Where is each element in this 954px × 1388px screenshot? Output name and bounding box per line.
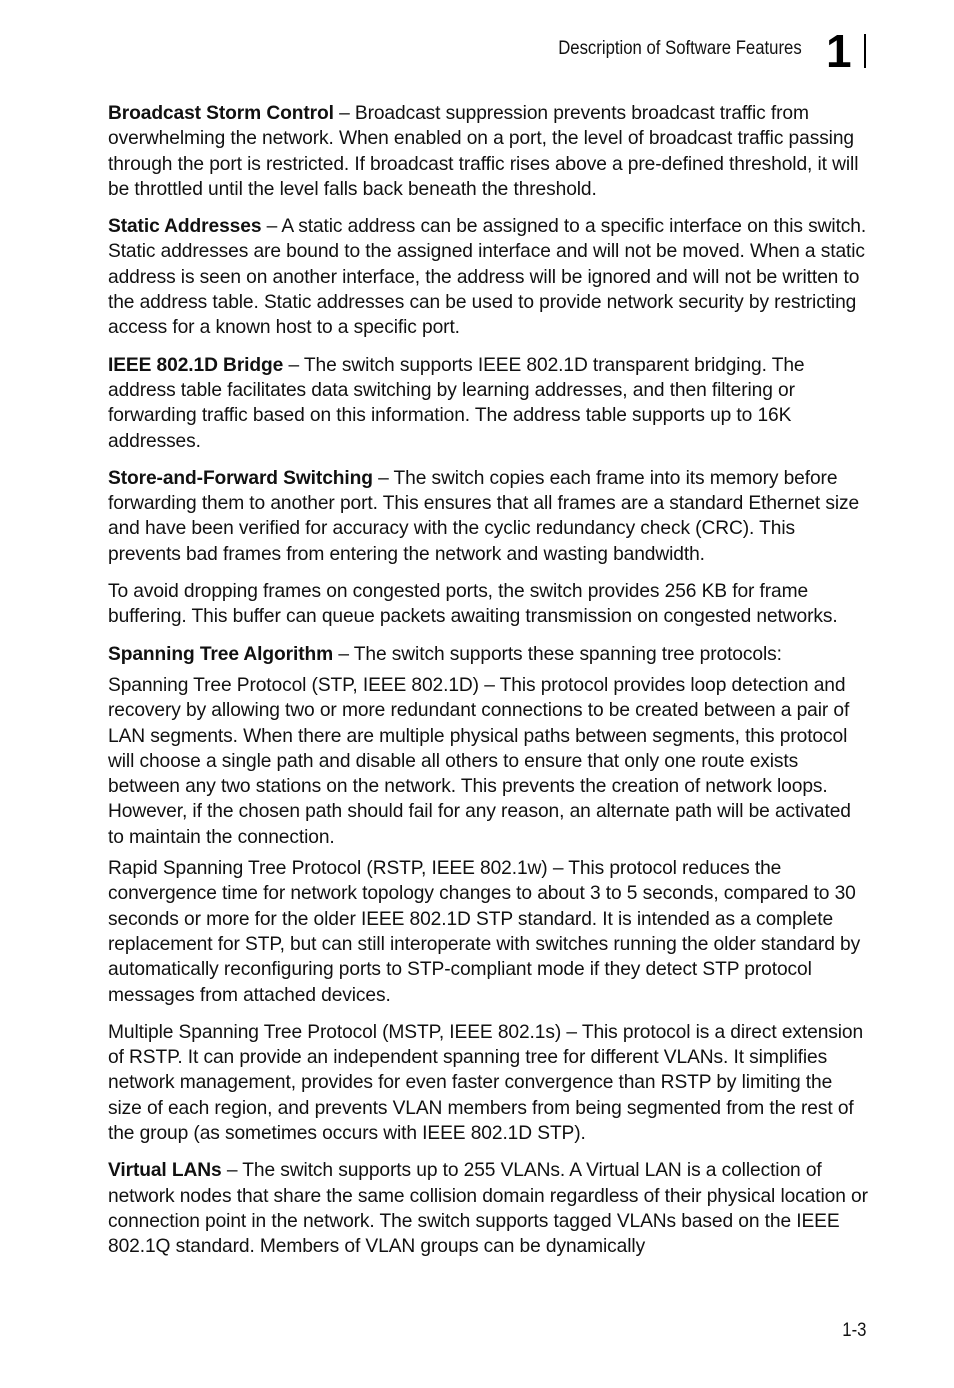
paragraph-text: Rapid Spanning Tree Protocol (RSTP, IEEE 802.1w) – This protocol reduces the convergence time for network topology changes to about 3 to 5 seconds, compared to 30 seconds or more for the older IEEE 802.1D STP standard. It is intended as a complete replacement for STP, but can still interoperate with switches running the older standard by automatically reconfiguring ports to STP-compliant mode if they detect STP protocol messages from attached devices. [108,858,861,1006]
paragraph-text: – A static address can be assigned to a specific interface on this switch. Static addresses are bound to the assigned interface and will not be moved. When a static address is seen on another interface, the address will be ignored and will not be written to the address table. Static addresses can be used to provide network security by restricting access for a known host to a specific port. [108,216,867,339]
section-title: Description of Software Features [558,38,802,59]
paragraph-text: – The switch copies each frame into its memory before forwarding them to another port. This ensures that all frames are a standard Ethernet size and have been verified for accuracy with the cyclic redundancy check (CRC). This prevents bad frames from entering the network and wasting bandwidth. [108,467,860,565]
paragraph-text: – Broadcast suppression prevents broadcast traffic from overwhelming the network. When enabled on a port, the level of broadcast traffic passing through the port is restricted. If broadcast traffic rises above a pre-defined threshold, it will be throttled until the level falls back beneath the threshold. [108,103,859,200]
paragraph-spanning-tree [108,642,868,667]
paragraph-static-addresses [108,214,868,340]
paragraph-text: – The switch supports up to 255 VLANs. A Virtual LAN is a collection of network nodes that share the same collision domain regardless of their physical location or connection point in the network. The switch supports tagged VLANs based on the IEEE 802.1Q standard. Members of VLAN groups can be dynamically [108,1160,868,1258]
paragraph-term: Broadcast Storm Control [108,103,334,124]
chapter-number: 1 [826,25,852,77]
paragraph-text: Multiple Spanning Tree Protocol (MSTP, IEEE 802.1s) – This protocol is a direct extension of RSTP. It can provide an independent spanning tree for different VLANs. It simplifies network management, provides for even faster convergence than RSTP by limiting the size of each region, and prevents VLAN members from being segmented from the rest of the group (as sometimes occurs with IEEE 802.1D STP). [108,1021,864,1144]
paragraph-stp [108,673,868,850]
paragraph-term: Spanning Tree Algorithm [108,643,334,665]
paragraph-text: – The switch supports IEEE 802.1D transparent bridging. The address table facilitates data switching by learning addresses, and then filtering or forwarding traffic based on this information. The address table supports up to 16K addresses. [108,354,805,452]
paragraph-term: Store-and-Forward Switching [108,467,373,489]
paragraph-term: Static Addresses [108,216,262,238]
paragraph-term: Virtual LANs [108,1160,222,1182]
paragraph-frame-buffering [108,579,868,630]
chapter-divider [864,34,866,68]
paragraph-rstp [108,856,868,1008]
paragraph-text: – The switch supports these spanning tree protocols: [333,643,782,665]
paragraph-term: IEEE 802.1D Bridge [108,354,284,376]
page-number: 1-3 [841,1320,866,1341]
page-body [108,101,868,1259]
paragraph-mstp [108,1020,868,1146]
paragraph-store-and-forward [108,466,868,567]
paragraph-text: Spanning Tree Protocol (STP, IEEE 802.1D) – This protocol provides loop detection and recovery by allowing two or more redundant connections to be created between a pair of LAN segments. When there are multiple physical paths between segments, this protocol will choose a single path and disable all others to ensure that only one route exists between any two stations on the network. This prevents the creation of network loops. However, if the chosen path should fail for any reason, an alternate path will be activated to maintain the connection. [108,674,851,848]
page-header [0,25,954,77]
paragraph-ieee-bridge [108,353,868,454]
paragraph-broadcast-storm-control [108,101,868,202]
paragraph-virtual-lans [108,1158,868,1259]
paragraph-text: To avoid dropping frames on congested ports, the switch provides 256 KB for frame buffering. This buffer can queue packets awaiting transmission on congested networks. [108,581,838,628]
